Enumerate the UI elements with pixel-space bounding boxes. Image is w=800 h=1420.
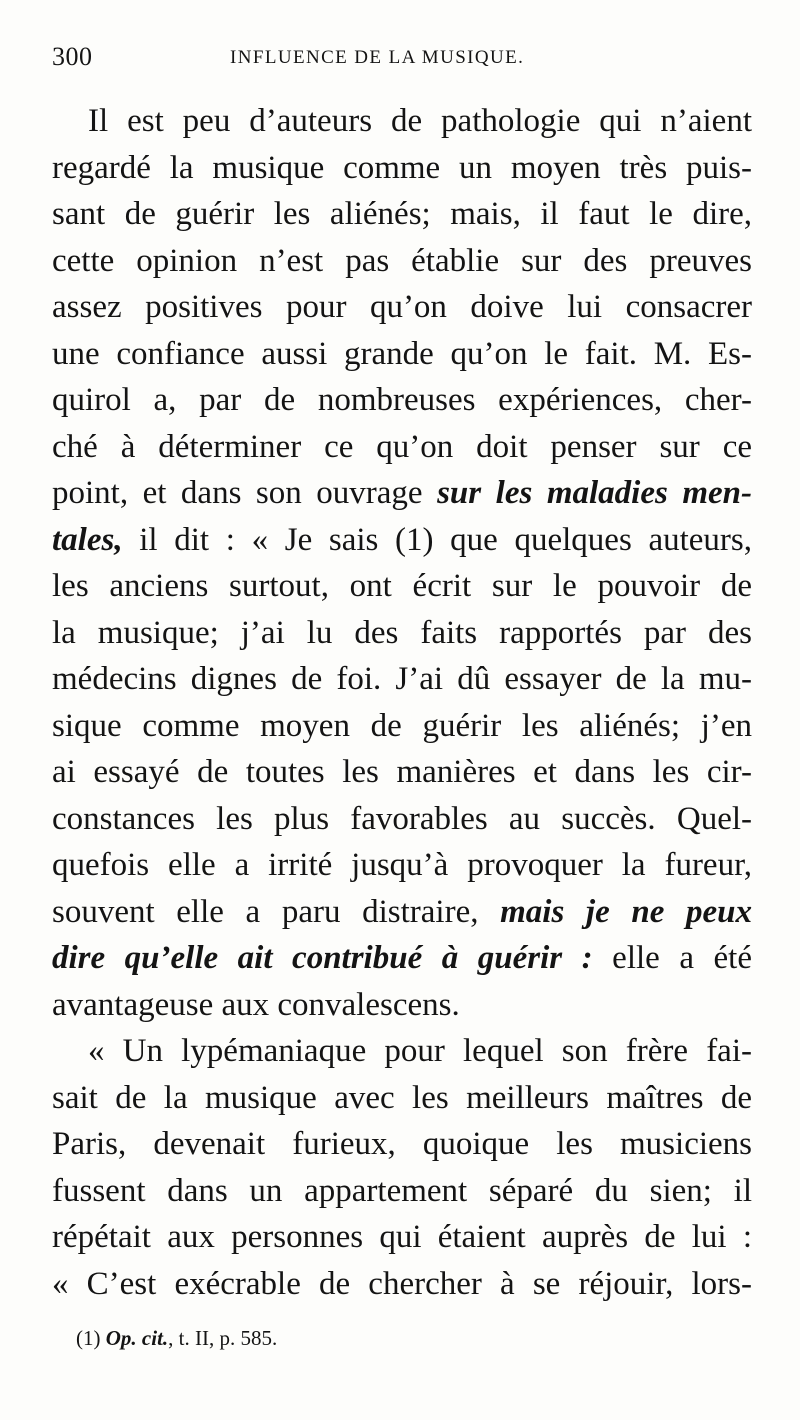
text-line: ché à déterminer ce qu’on doit penser sur ce xyxy=(52,428,752,465)
text-line xyxy=(52,517,752,564)
footnote-marker: (1) xyxy=(76,1326,106,1350)
text-line: constances les plus favorables au succès. Quel- xyxy=(52,800,752,837)
body-text xyxy=(52,98,752,1307)
text-line: sique comme moyen de guérir les aliénés; j’en xyxy=(52,707,752,744)
text-segment: elle a été xyxy=(592,940,752,976)
footnote xyxy=(76,1326,277,1351)
text-line: ai essayé de toutes les manières et dans les cir- xyxy=(52,754,752,790)
text-line: cette opinion n’est pas établie sur des preuves xyxy=(52,242,752,279)
footnote-reference: Op. cit. xyxy=(105,1326,169,1350)
text-line: avantageuse aux convalescens. xyxy=(52,986,460,1023)
text-line: « C’est exécrable de chercher à se réjouir, lors- xyxy=(52,1265,752,1302)
footnote-citation: , t. II, p. 585. xyxy=(168,1326,278,1350)
italic-segment: mais je ne peux xyxy=(500,893,752,930)
text-line: répétait aux personnes qui étaient auprès de lui : xyxy=(52,1219,752,1255)
text-line: quirol a, par de nombreuses expériences, cher- xyxy=(52,382,752,418)
text-segment: point, et dans son ouvrage xyxy=(52,475,438,511)
running-head: INFLUENCE DE LA MUSIQUE. xyxy=(230,47,525,68)
text-line: sait de la musique avec les meilleurs maîtres de xyxy=(52,1079,752,1116)
text-line: regardé la musique comme un moyen très puis- xyxy=(52,149,752,186)
text-line: sant de guérir les aliénés; mais, il faut le dire, xyxy=(52,196,752,232)
text-line xyxy=(52,935,752,982)
text-line: quefois elle a irrité jusqu’à provoquer la fureur, xyxy=(52,847,752,883)
italic-segment: tales, xyxy=(52,521,123,558)
text-line: la musique; j’ai lu des faits rapportés par des xyxy=(52,614,752,651)
italic-segment: dire qu’elle ait contribué à guérir : xyxy=(52,940,593,976)
text-line: assez positives pour qu’on doive lui consacrer xyxy=(52,289,752,325)
text-segment: il dit : « Je sais (1) que quelques auteurs, xyxy=(122,521,752,558)
text-line: « Un lypémaniaque pour lequel son frère fai- xyxy=(88,1033,752,1069)
text-line xyxy=(52,470,752,517)
text-segment: souvent elle a paru distraire, xyxy=(52,893,501,930)
text-line: les anciens surtout, ont écrit sur le pouvoir de xyxy=(52,568,752,604)
text-line xyxy=(52,889,752,936)
text-line: fussent dans un appartement séparé du sien; il xyxy=(52,1172,752,1209)
text-line: Il est peu d’auteurs de pathologie qui n’aient xyxy=(88,103,752,139)
page-number: 300 xyxy=(52,42,93,71)
text-line: médecins dignes de foi. J’ai dû essayer de la mu- xyxy=(52,661,752,697)
text-line: une confiance aussi grande qu’on le fait. M. Es- xyxy=(52,335,752,372)
italic-segment: sur les maladies men- xyxy=(437,475,752,511)
text-line: Paris, devenait furieux, quoique les musiciens xyxy=(52,1126,752,1162)
page-header xyxy=(52,42,760,78)
